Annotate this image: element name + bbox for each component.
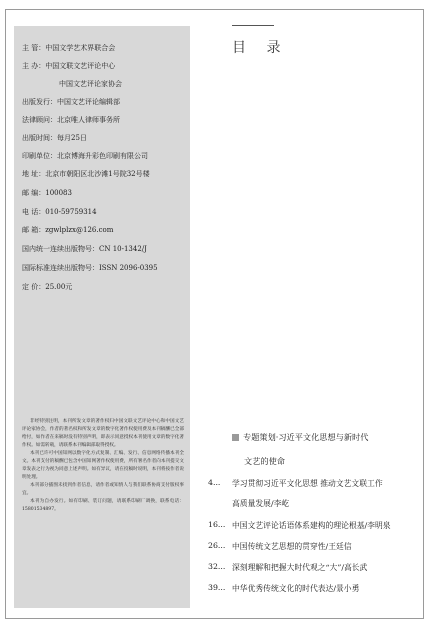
entry-title: 中国文艺评论话语体系建构的理论根基/李明泉 [232, 521, 391, 530]
square-bullet-icon [232, 434, 239, 441]
notice-paragraph: 本刊已许可中国知网以数字化方式复制、汇编、发行、信息网络传播本刊全文。本刊支付的稿酬已包含中国知网著作权使用费，所有署名作者向本刊提交文章发表之行为视为同意上述声明。如有异议，请在投稿时说明，本刊将按作者说明处理。 [22, 451, 184, 480]
toc-entry[interactable] [208, 583, 359, 594]
colophon-row: 定 价：25.00元 [22, 283, 73, 291]
notice-paragraph: 非经特别注明，本刊所发文章的著作权归中国文联文艺评论中心和中国文艺评论家协会，作者的著名权和所发文章的数字化著作权使用费及本刊稿酬已全部给付，如作者在来稿时没有特别声明，即表示同意授权本刊使用文章的数字化著作权。如需转载，请联系本刊编辑部取得授权。 [22, 419, 184, 448]
colophon-row: 出版发行：中国文艺评论编辑部 [22, 98, 120, 106]
entry-title: 中国传统文艺思想的贯穿性/王廷信 [232, 542, 352, 551]
colophon-row: 印刷单位：北京博海升彩色印刷有限公司 [22, 152, 148, 160]
page-number: 39... [208, 583, 226, 592]
colophon-row: 国内统一连续出版物号：CN 10-1342/J [22, 245, 147, 253]
colophon-row: 邮 箱：zgwlplzx@126.com [22, 226, 114, 234]
colophon-row: 地 址：北京市朝阳区北沙滩1号院32号楼 [22, 170, 150, 178]
entry-title: 深刻理解和把握大时代观之“大”/高长武 [232, 563, 368, 572]
page-number: 16... [208, 520, 226, 529]
colophon-row: 中国文艺评论家协会 [59, 80, 122, 88]
toc-entry-continued: 高质量发展/李屹 [232, 499, 290, 508]
notice-paragraph: 本刊部分插图未找到作者信息，请作者或知情人与我们联系协商支付版权事宜。 [22, 483, 184, 496]
title-rule [232, 25, 274, 26]
entry-title: 学习贯彻习近平文化思想 推动文艺文联工作 [232, 479, 383, 488]
colophon-row: 电 话：010-59759314 [22, 208, 97, 216]
colophon-panel [14, 26, 190, 608]
page-number: 32... [208, 562, 226, 571]
toc-entry[interactable] [208, 520, 391, 531]
section-heading-continued: 文艺的使命 [244, 456, 285, 466]
toc-entry[interactable] [208, 562, 367, 573]
colophon-row: 主 办：中国文联文艺评论中心 [22, 62, 116, 70]
colophon-row: 主 管：中国文学艺术界联合会 [22, 44, 116, 52]
colophon-row: 法律顾问：北京唯人律师事务所 [22, 116, 120, 124]
toc-title: 目 录 [232, 40, 289, 56]
colophon-row: 国际标准连续出版物号：ISSN 2096-0395 [22, 264, 158, 272]
copyright-notice [22, 418, 184, 514]
toc-entry[interactable] [208, 478, 383, 489]
page-number: 4... [208, 478, 221, 487]
toc-entry[interactable] [208, 541, 352, 552]
page-number: 26... [208, 541, 226, 550]
colophon-row: 邮 编：100083 [22, 189, 72, 197]
section-heading: 专题策划·习近平文化思想与新时代 [232, 432, 368, 443]
notice-paragraph: 本刊为自办发行。如有印刷、装订问题，请联系印刷厂调换，联系电话：15801534897。 [22, 499, 184, 512]
entry-title: 中华优秀传统文化的时代表达/景小勇 [232, 584, 360, 593]
colophon-row: 出版时间：每月25日 [22, 134, 87, 142]
